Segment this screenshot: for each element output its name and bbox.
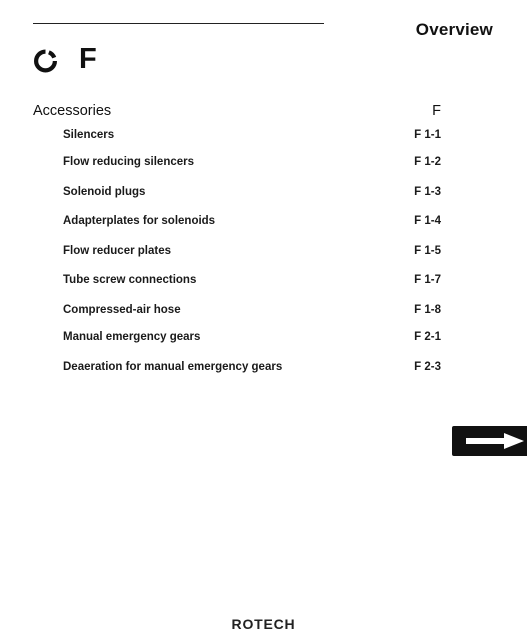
- toc-entry[interactable]: [63, 304, 441, 316]
- toc-entry-label: Deaeration for manual emergency gears: [63, 361, 283, 373]
- circle-ring-icon: [34, 49, 57, 73]
- toc-entry-page: F 1-5: [414, 245, 441, 257]
- next-page-button[interactable]: [452, 426, 527, 456]
- toc-entry[interactable]: [63, 186, 441, 198]
- toc-entry-label: Flow reducing silencers: [63, 156, 195, 168]
- toc-entry[interactable]: [63, 361, 441, 373]
- toc-entry-page: F 1-1: [414, 129, 441, 141]
- toc-entry-label: Flow reducer plates: [63, 245, 172, 257]
- toc-entry[interactable]: [63, 129, 441, 141]
- arrow-right-icon: [466, 433, 524, 449]
- toc-entry-label: Solenoid plugs: [63, 186, 146, 198]
- toc-entry[interactable]: [63, 156, 441, 168]
- section-heading-label: Accessories: [33, 103, 112, 119]
- toc-entry-label: Tube screw connections: [63, 274, 197, 286]
- toc-entry-page: F 1-8: [414, 304, 441, 316]
- toc-entry-page: F 2-3: [414, 361, 441, 373]
- toc-entry-label: Silencers: [63, 129, 115, 141]
- toc-entry-page: F 1-7: [414, 274, 441, 286]
- toc-entry-page: F 1-3: [414, 186, 441, 198]
- toc-entry[interactable]: [63, 245, 441, 257]
- toc-entry[interactable]: [63, 331, 441, 343]
- toc-entry-label: Compressed-air hose: [63, 304, 181, 316]
- toc-entry-page: F 1-4: [414, 215, 441, 227]
- toc-entry-page: F 2-1: [414, 331, 441, 343]
- header-divider: [33, 23, 324, 24]
- toc-entry[interactable]: [63, 274, 441, 286]
- section-letter: F: [79, 43, 97, 75]
- toc-entry[interactable]: [63, 215, 441, 227]
- toc-entry-label: Adapterplates for solenoids: [63, 215, 216, 227]
- toc-entry-label: Manual emergency gears: [63, 331, 201, 343]
- page-title: Overview: [415, 20, 493, 39]
- brand-logo: ROTECH: [231, 616, 296, 632]
- section-heading: [33, 103, 441, 119]
- toc-entry-page: F 1-2: [414, 156, 441, 168]
- section-heading-page: F: [432, 103, 441, 119]
